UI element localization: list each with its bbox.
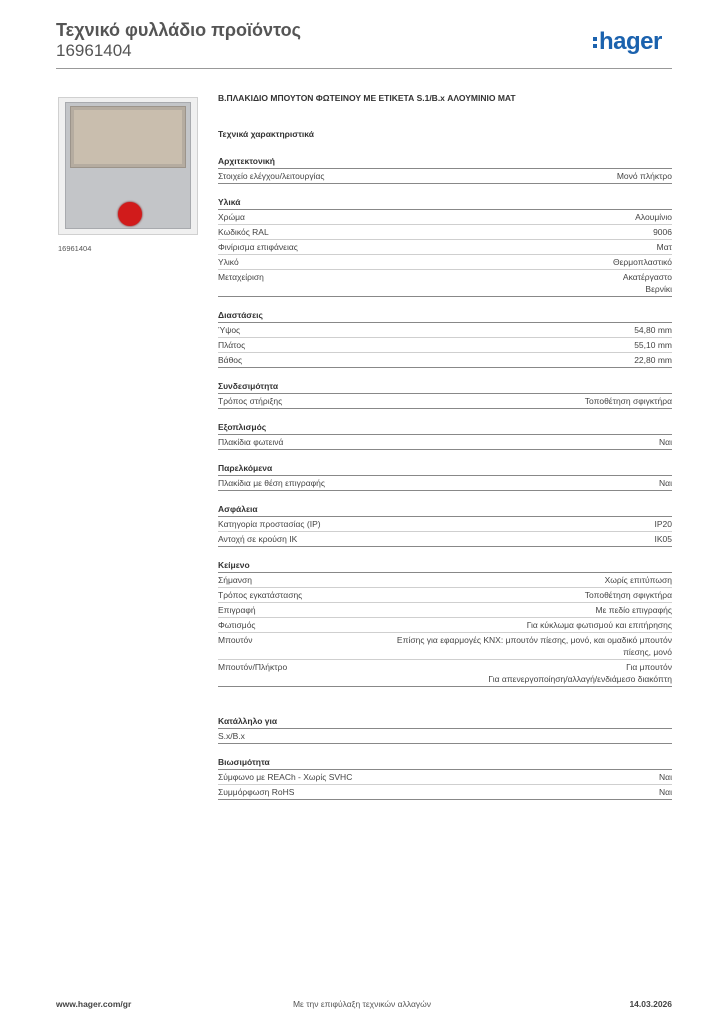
- group-title: Διαστάσεις: [218, 309, 672, 323]
- spec-row: [218, 353, 672, 368]
- aluminium-plate: [65, 102, 191, 229]
- spec-value-line: IP20: [654, 519, 672, 529]
- spec-value: [634, 324, 672, 336]
- spec-label: Τρόπος εγκατάστασης: [218, 590, 303, 600]
- spec-row: [218, 588, 672, 603]
- spec-value-line: Ναι: [659, 772, 672, 782]
- spec-group: [218, 309, 672, 368]
- spec-row: [218, 532, 672, 547]
- spec-label: Μπουτόν: [218, 635, 253, 645]
- header-divider: [56, 68, 672, 69]
- spec-group: [218, 380, 672, 409]
- spec-row: [218, 603, 672, 618]
- spec-label: Αντοχή σε κρούση IK: [218, 534, 298, 544]
- spec-group: [218, 503, 672, 547]
- spec-value: [635, 211, 672, 223]
- spec-value: [585, 395, 672, 407]
- spec-value-line: 55,10 mm: [634, 340, 672, 350]
- spec-value: [655, 533, 673, 545]
- spec-row: [218, 394, 672, 409]
- spec-row: [218, 785, 672, 800]
- group-title: Ασφάλεια: [218, 503, 672, 517]
- footer-url[interactable]: www.hager.com/gr: [56, 999, 132, 1009]
- spec-label: Φινίρισμα επιφάνειας: [218, 242, 298, 252]
- spec-label: Πλάτος: [218, 340, 246, 350]
- product-number: 16961404: [56, 41, 132, 60]
- product-name: B.ΠΛΑΚΙΔΙΟ ΜΠΟΥΤΟΝ ΦΩΤΕΙΝΟΥ ΜΕ ΕΤΙΚΕΤΑ S.1/B.x ΑΛΟΥΜΙΝΙΟ ΜΑΤ: [218, 93, 516, 103]
- spec-value: [613, 256, 672, 268]
- spec-value-line: Για μπουτόν: [626, 662, 672, 672]
- spec-value-line: πίεσης, μονό: [623, 647, 672, 657]
- spec-label: Πλακίδια με θέση επιγραφής: [218, 478, 325, 488]
- footer-note: Με την επιφύλαξη τεχνικών αλλαγών: [292, 999, 432, 1009]
- spec-row: [218, 729, 672, 744]
- spec-value: [617, 170, 672, 182]
- spec-value-line: Με πεδίο επιγραφής: [595, 605, 672, 615]
- footer-date: 14.03.2026: [629, 999, 672, 1009]
- spec-value: [659, 786, 672, 798]
- spec-value: [623, 271, 672, 295]
- spec-row: [218, 476, 672, 491]
- spec-value: [634, 354, 672, 366]
- spec-value-line: Ακατέργαστο: [622, 272, 672, 282]
- spec-value-line: Θερμοπλαστικό: [612, 257, 672, 267]
- group-title: Βιωσιμότητα: [218, 756, 672, 770]
- logo-mark-icon: [593, 37, 597, 48]
- spec-value: [659, 436, 672, 448]
- product-image: [58, 97, 198, 235]
- spec-value: [634, 339, 672, 351]
- spec-label: S.x/B.x: [218, 731, 245, 741]
- spec-value-line: Ναι: [659, 787, 672, 797]
- led-indicator-icon: [118, 202, 142, 226]
- spec-value-line: 54,80 mm: [634, 325, 672, 335]
- spec-value-line: Για απενεργοποίηση/αλλαγή/ενδιάμεσο διακόπτη: [488, 674, 672, 684]
- spec-row: [218, 270, 672, 297]
- group-title: Παρελκόμενα: [218, 462, 672, 476]
- spec-value: [653, 226, 672, 238]
- spec-label: Σύμφωνο με REACh - Χωρίς SVHC: [218, 772, 353, 782]
- spec-row: [218, 240, 672, 255]
- spec-value: [488, 661, 672, 685]
- section-title: Τεχνικά χαρακτηριστικά: [218, 129, 314, 139]
- spec-label: Μεταχείριση: [218, 272, 264, 282]
- spec-label: Ύψος: [218, 325, 241, 335]
- spec-group: [218, 196, 672, 297]
- spec-content: [218, 93, 672, 800]
- spec-value: [596, 604, 672, 616]
- spec-group: [218, 155, 672, 184]
- spec-value: [655, 518, 673, 530]
- spec-row: [218, 660, 672, 687]
- group-title: Αρχιτεκτονική: [218, 155, 672, 169]
- spec-value-line: Μονό πλήκτρο: [616, 171, 672, 181]
- spec-label: Χρώμα: [218, 212, 245, 222]
- group-title: Συνδεσιμότητα: [218, 380, 672, 394]
- spec-row: [218, 169, 672, 184]
- spec-label: Στοιχείο ελέγχου/λειτουργίας: [218, 171, 325, 181]
- spec-value-line: Αλουμίνιο: [635, 212, 672, 222]
- spec-row: [218, 255, 672, 270]
- hager-logo: [593, 30, 662, 54]
- spec-value: [397, 634, 672, 658]
- spec-group: [218, 421, 672, 450]
- spec-row: [218, 573, 672, 588]
- document-title: Τεχνικό φυλλάδιο προϊόντος: [56, 20, 301, 40]
- group-title: Εξοπλισμός: [218, 421, 672, 435]
- spec-value-line: 22,80 mm: [634, 355, 672, 365]
- spec-label: Μπουτόν/Πλήκτρο: [218, 662, 288, 672]
- spec-value-line: Τοποθέτηση σφιγκτήρα: [584, 590, 672, 600]
- spec-value: [605, 574, 672, 586]
- spec-row: [218, 770, 672, 785]
- spec-row: [218, 210, 672, 225]
- spec-groups: [218, 155, 672, 800]
- spec-value: [527, 619, 672, 631]
- spec-group: [218, 462, 672, 491]
- spec-row: [218, 618, 672, 633]
- spec-value-line: Ναι: [659, 437, 672, 447]
- image-caption: 16961404: [58, 244, 92, 253]
- spec-value-line: Βερνίκι: [645, 284, 672, 294]
- spec-label: Κωδικός RAL: [218, 227, 269, 237]
- spec-value-line: Τοποθέτηση σφιγκτήρα: [584, 396, 672, 406]
- spec-value-line: Χωρίς επιτύπωση: [604, 575, 672, 585]
- spec-value: [585, 589, 672, 601]
- spec-value: [657, 241, 672, 253]
- spec-group: [218, 756, 672, 800]
- group-title: Κατάλληλο για: [218, 715, 672, 729]
- spec-row: [218, 435, 672, 450]
- spec-label: Υλικό: [218, 257, 239, 267]
- group-title: Κείμενο: [218, 559, 672, 573]
- group-title: Υλικά: [218, 196, 672, 210]
- spec-row: [218, 517, 672, 532]
- spec-value-line: Επίσης για εφαρμογές KNX: μπουτόν πίεσης, μονό, και ομαδικό μπουτόν: [396, 635, 672, 645]
- logo-text: hager: [599, 28, 662, 55]
- spec-label: Κατηγορία προστασίας (IP): [218, 519, 321, 529]
- spec-label: Σήμανση: [218, 575, 253, 585]
- spec-row: [218, 338, 672, 353]
- spec-row: [218, 225, 672, 240]
- spec-label: Πλακίδια φωτεινά: [218, 437, 284, 447]
- spec-row: [218, 323, 672, 338]
- spec-label: Τρόπος στήριξης: [218, 396, 283, 406]
- spec-value-line: Ματ: [656, 242, 672, 252]
- spec-value-line: Ναι: [659, 478, 672, 488]
- label-window: [70, 106, 186, 168]
- spec-value: [659, 771, 672, 783]
- spec-label: Επιγραφή: [218, 605, 256, 615]
- spec-value-line: 9006: [653, 227, 672, 237]
- spec-value-line: IK05: [654, 534, 672, 544]
- spec-row: [218, 633, 672, 660]
- spec-label: Βάθος: [218, 355, 243, 365]
- spec-value: [659, 477, 672, 489]
- document-header: [56, 20, 301, 61]
- spec-value-line: Για κύκλωμα φωτισμού και επιτήρησης: [526, 620, 672, 630]
- spec-label: Φωτισμός: [218, 620, 256, 630]
- spec-group: [218, 715, 672, 744]
- spec-group: [218, 559, 672, 687]
- spec-label: Συμμόρφωση RoHS: [218, 787, 295, 797]
